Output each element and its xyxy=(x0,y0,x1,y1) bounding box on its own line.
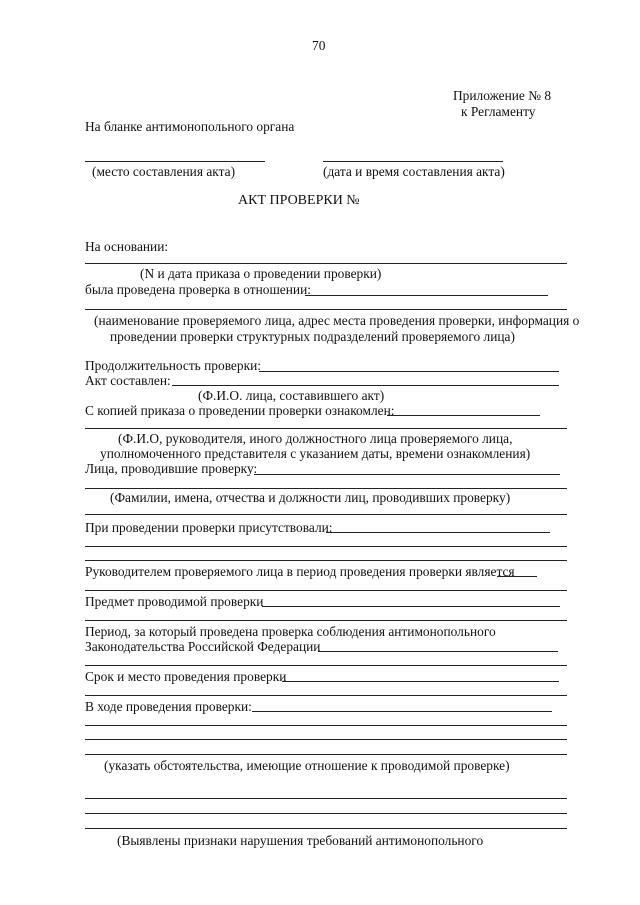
drawn-up-label: Акт составлен: xyxy=(85,373,171,388)
appendix-line-2: к Регламенту xyxy=(461,104,536,119)
familiarized-field-line-2[interactable] xyxy=(85,428,567,429)
duration-label: Продолжительность проверки: xyxy=(85,358,261,373)
datetime-field-line[interactable] xyxy=(323,161,503,162)
inspected-caption-2: проведении проверки структурных подразделений проверяемого лица) xyxy=(110,329,515,344)
duration-field-line[interactable] xyxy=(259,371,559,372)
drawn-up-caption: (Ф.И.О. лица, составившего акт) xyxy=(198,388,385,403)
term-field-line[interactable] xyxy=(282,681,559,682)
drawn-up-field-line[interactable] xyxy=(172,385,559,386)
inspectors-field-line-2[interactable] xyxy=(85,488,567,489)
familiarized-caption-1: (Ф.И.О, руководителя, иного должностного лица проверяемого лица, xyxy=(118,431,513,446)
familiarized-field-line[interactable] xyxy=(387,415,540,416)
inspected-field-line-2[interactable] xyxy=(85,309,567,310)
during-label: В ходе проведения проверки: xyxy=(85,699,252,714)
present-field-line[interactable] xyxy=(326,532,550,533)
during-field-line-3[interactable] xyxy=(85,739,567,740)
present-field-line-3[interactable] xyxy=(85,560,567,561)
violations-field-line-1[interactable] xyxy=(85,798,567,799)
during-field-line-2[interactable] xyxy=(85,725,567,726)
page-number: 70 xyxy=(312,38,326,53)
period-field-line-2[interactable] xyxy=(85,665,567,666)
place-field-line[interactable] xyxy=(85,161,265,162)
inspected-caption-1: (наименование проверяемого лица, адрес места проведения проверки, информация о xyxy=(94,313,580,328)
subject-field-line[interactable] xyxy=(262,606,560,607)
term-field-line-2[interactable] xyxy=(85,695,567,696)
violations-caption: (Выявлены признаки нарушения требований антимонопольного xyxy=(117,833,484,848)
during-field-line[interactable] xyxy=(252,711,552,712)
circumstances-caption: (указать обстоятельства, имеющие отношение к проводимой проверке) xyxy=(104,758,510,773)
present-label: При проведении проверки присутствовали: xyxy=(85,520,333,535)
subject-label: Предмет проводимой проверки xyxy=(85,594,264,609)
inspectors-field-line-3[interactable] xyxy=(85,514,567,515)
subject-field-line-2[interactable] xyxy=(85,620,567,621)
present-field-line-2[interactable] xyxy=(85,546,567,547)
violations-field-line-3[interactable] xyxy=(85,828,567,829)
inspectors-field-line[interactable] xyxy=(254,474,560,475)
period-field-line[interactable] xyxy=(318,651,558,652)
head-field-line[interactable] xyxy=(497,576,537,577)
letterhead-note: На бланке антимонопольного органа xyxy=(85,119,295,134)
familiarized-label: С копией приказа о проведении проверки ознакомлен: xyxy=(85,403,395,418)
basis-field-line[interactable] xyxy=(85,263,567,264)
violations-field-line-2[interactable] xyxy=(85,813,567,814)
datetime-caption: (дата и время составления акта) xyxy=(323,164,505,179)
order-caption: (N и дата приказа о проведении проверки) xyxy=(140,266,382,281)
familiarized-caption-2: уполномоченного представителя с указанием даты, времени ознакомления) xyxy=(100,446,531,461)
term-label: Срок и место проведения проверки xyxy=(85,669,287,684)
inspectors-caption: (Фамилии, имена, отчества и должности лиц, проводивших проверку) xyxy=(110,490,511,505)
inspected-field-line[interactable] xyxy=(305,295,548,296)
act-title: АКТ ПРОВЕРКИ № xyxy=(238,193,360,208)
basis-label: На основании: xyxy=(85,239,169,254)
head-field-line-2[interactable] xyxy=(85,590,567,591)
appendix-line-1: Приложение № 8 xyxy=(453,88,552,103)
inspectors-label: Лица, проводившие проверку: xyxy=(85,461,258,476)
period-line-1: Период, за который проведена проверка соблюдения антимонопольного xyxy=(85,624,496,639)
inspected-label: была проведена проверка в отношении: xyxy=(85,282,311,297)
place-caption: (место составления акта) xyxy=(92,164,236,179)
period-line-2: Законодательства Российской Федерации xyxy=(85,639,321,654)
head-label: Руководителем проверяемого лица в период проведения проверки является xyxy=(85,564,515,579)
during-field-line-4[interactable] xyxy=(85,754,567,755)
